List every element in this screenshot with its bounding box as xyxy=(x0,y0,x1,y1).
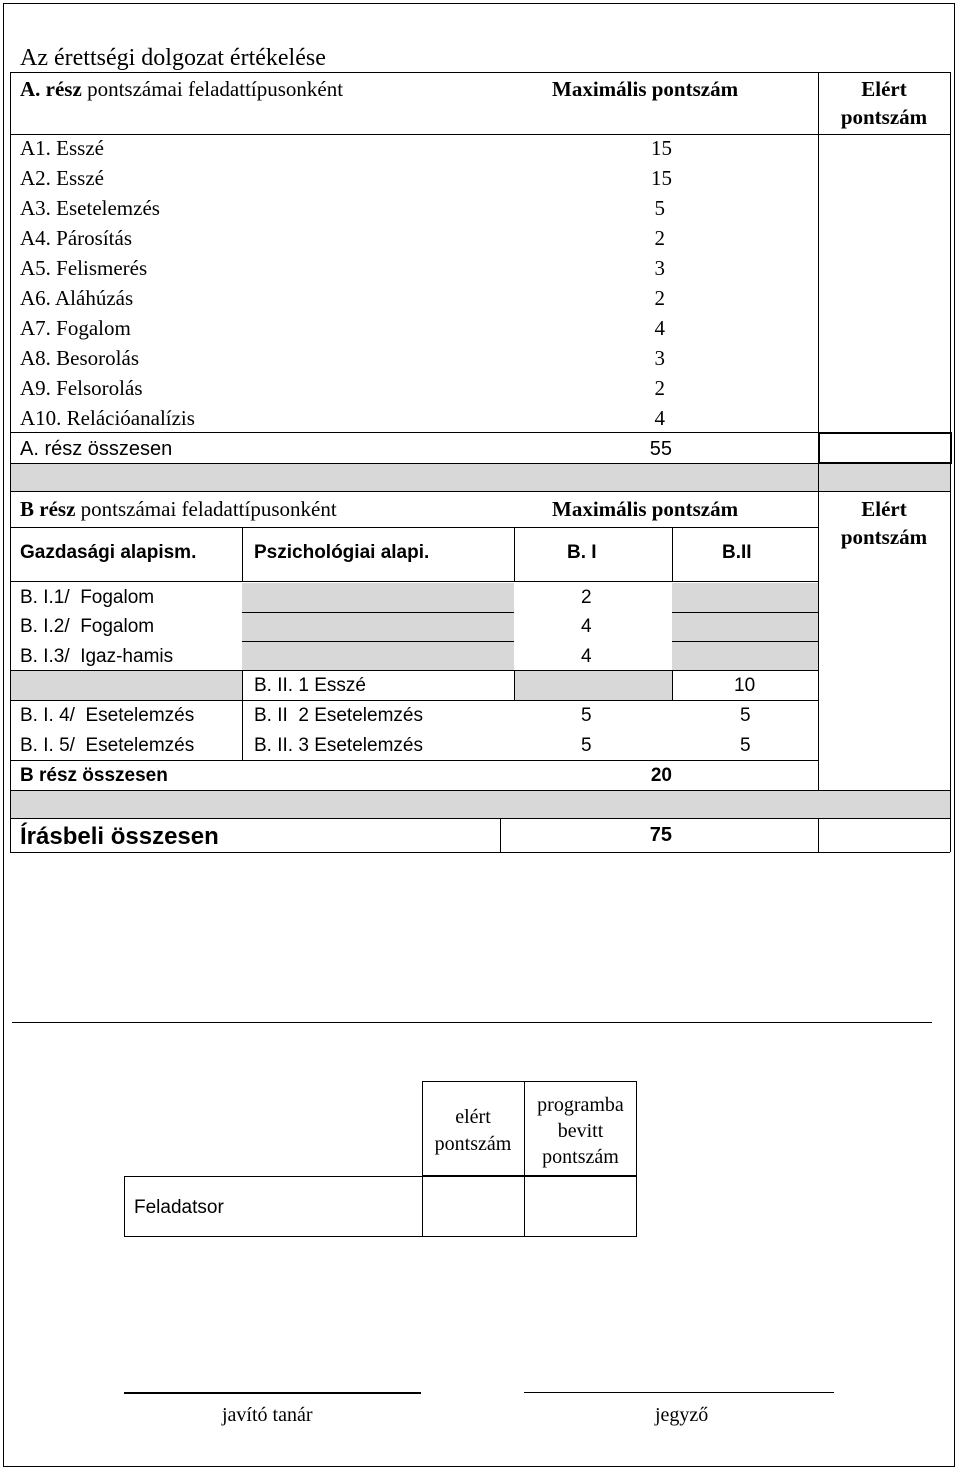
b-row-econ: B. I.1/ Fogalom xyxy=(20,587,155,608)
b-row-bi: 5 xyxy=(581,735,592,756)
part-a-row-label: A8. Besorolás xyxy=(20,346,139,370)
part-a-row-max: 5 xyxy=(654,196,665,220)
part-b-max-header: Maximális pontszám xyxy=(552,497,739,521)
b-row-econ: B. I.3/ Igaz-hamis xyxy=(20,646,174,667)
part-b-achieved-header-2: pontszám xyxy=(840,525,928,549)
teacher-signature-line[interactable] xyxy=(124,1392,421,1394)
part-a-row-max: 2 xyxy=(654,286,665,310)
na-cell xyxy=(514,671,672,700)
b-row-psych: B. II 2 Esetelemzés xyxy=(254,705,423,726)
notary-signature-label: jegyző xyxy=(655,1404,709,1426)
part-b-total-label: B rész összesen xyxy=(20,765,168,786)
col-psych-header: Pszichológiai alapi. xyxy=(254,542,430,563)
part-a-achieved-total-box[interactable] xyxy=(818,432,952,464)
col-econ-header: Gazdasági alapism. xyxy=(20,542,197,563)
entered-score-label-1: programba xyxy=(537,1094,624,1116)
part-a-row-label: A5. Felismerés xyxy=(20,256,148,280)
separator-bar xyxy=(11,464,950,491)
written-total-label: Írásbeli összesen xyxy=(20,823,219,850)
col-bi-header: B. I xyxy=(567,542,597,563)
b-row-econ: B. I.2/ Fogalom xyxy=(20,616,155,637)
part-a-row-max: 4 xyxy=(654,406,665,430)
part-a-row-max: 15 xyxy=(651,136,672,160)
na-cell xyxy=(11,671,242,700)
achieved-score-input[interactable] xyxy=(423,1177,524,1236)
b-row-bii: 5 xyxy=(740,735,751,756)
part-a-achieved-header-2: pontszám xyxy=(840,105,928,129)
b-row-econ: B. I. 5/ Esetelemzés xyxy=(20,735,195,756)
teacher-signature-label: javító tanár xyxy=(222,1404,313,1426)
b-row-bii: 5 xyxy=(740,705,751,726)
part-a-header: A. rész pontszámai feladattípusonként xyxy=(20,77,344,101)
part-a-max-header: Maximális pontszám xyxy=(552,77,739,101)
part-a-total-label: A. rész összesen xyxy=(20,438,173,460)
part-a-row-label: A9. Felsorolás xyxy=(20,376,143,400)
part-a-row-label: A10. Relációanalízis xyxy=(20,406,195,430)
part-a-row-label: A2. Esszé xyxy=(20,166,104,190)
part-a-row-label: A1. Esszé xyxy=(20,136,104,160)
part-a-row-max: 3 xyxy=(654,256,665,280)
achieved-score-label-2: pontszám xyxy=(434,1133,512,1155)
part-b-header: B rész pontszámai feladattípusonként xyxy=(20,497,337,521)
part-a-row-max: 15 xyxy=(651,166,672,190)
na-cell xyxy=(672,583,818,670)
page-title: Az érettségi dolgozat értékelése xyxy=(20,45,326,71)
written-total-value: 75 xyxy=(649,824,672,846)
notary-signature-line[interactable] xyxy=(524,1392,834,1393)
b-row-bii: 10 xyxy=(734,675,756,696)
part-a-row-label: A4. Párosítás xyxy=(20,226,132,250)
part-a-row-max: 2 xyxy=(654,226,665,250)
part-a-row-max: 2 xyxy=(654,376,665,400)
part-a-row-max: 4 xyxy=(654,316,665,340)
separator-bar xyxy=(11,791,950,818)
part-a-row-label: A7. Fogalom xyxy=(20,316,131,340)
entered-score-label-3: pontszám xyxy=(542,1146,619,1168)
achieved-score-label-1: elért xyxy=(455,1106,491,1128)
b-row-psych: B. II. 3 Esetelemzés xyxy=(254,735,423,756)
b-row-psych: B. II. 1 Esszé xyxy=(254,675,366,696)
part-a-row-label: A6. Aláhúzás xyxy=(20,286,134,310)
part-b-total-value: 20 xyxy=(650,765,672,786)
divider-line xyxy=(12,1022,932,1023)
b-row-bi: 2 xyxy=(581,587,592,608)
b-row-bi: 4 xyxy=(581,646,592,667)
b-row-bi: 5 xyxy=(581,705,592,726)
na-cell xyxy=(242,583,514,670)
b-row-econ: B. I. 4/ Esetelemzés xyxy=(20,705,195,726)
part-a-row-label: A3. Esetelemzés xyxy=(20,196,160,220)
part-a-row-max: 3 xyxy=(654,346,665,370)
part-b-achieved-header-1: Elért xyxy=(861,497,907,521)
task-set-label: Feladatsor xyxy=(134,1197,224,1218)
entered-score-input[interactable] xyxy=(525,1177,636,1236)
col-bii-header: B.II xyxy=(722,542,752,563)
entered-score-label-2: bevitt xyxy=(557,1120,604,1142)
part-a-achieved-header-1: Elért xyxy=(861,77,907,101)
b-row-bi: 4 xyxy=(581,616,592,637)
part-a-total-value: 55 xyxy=(649,438,672,460)
